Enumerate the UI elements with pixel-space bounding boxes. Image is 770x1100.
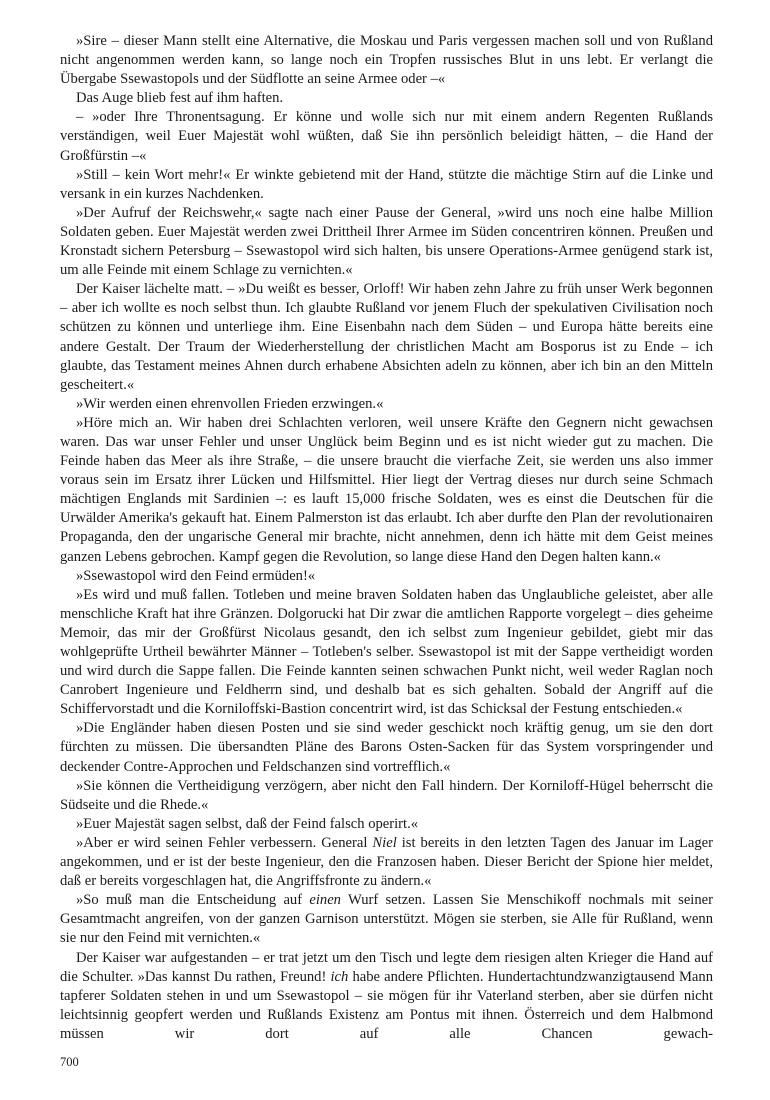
paragraph bbox=[60, 567, 713, 586]
text-run: »Still – kein Wort mehr!« Er winkte gebietend mit der Hand, stützte die mächtige Stirn auf die Linke und versank in ein kurzes Nachdenken. bbox=[60, 166, 713, 202]
paragraph bbox=[60, 32, 713, 89]
paragraph bbox=[60, 586, 713, 720]
text-run: »Wir werden einen ehrenvollen Frieden erzwingen.« bbox=[76, 395, 384, 412]
text-run: Der Kaiser lächelte matt. – »Du weißt es besser, Orloff! Wir haben zehn Jahre zu früh unser Werk begonnen – aber ich wollte es noch selbst thun. Ich glaubte Rußland vor jenem Fluch der spekulativen Civilisation noch schützen zu können und unterliege ihm. Eine Eisenbahn nach dem Süden – und Europa hätte bereits eine andere Gestalt. Der Traum der Wiederherstellung der christlichen Macht am Bosporus ist zu Ende – ich glaubte, das Testament meines Ahnen durch erhabene Absichten adeln zu können, aber ich bin an den Mitteln gescheitert.« bbox=[60, 281, 713, 393]
text-run: »Sire – dieser Mann stellt eine Alternative, die Moskau und Paris vergessen machen soll und von Rußland nicht angenommen werden kann, so lange noch ein Tropfen russisches Blut in uns lebt. Er verlangt die Übergabe Ssewastopols und der Südflotte an seine Armee oder –« bbox=[60, 33, 713, 88]
paragraph bbox=[60, 395, 713, 414]
text-run: »Höre mich an. Wir haben drei Schlachten verloren, weil unsere Kräfte den Gegnern nicht gewachsen waren. Das war unser Fehler und unser Unglück beim Beginn und es ist nicht wieder gut zu machen. Die Feinde haben das Meer als ihre Straße, – die unsere braucht die vierfache Zeit, sie werden uns also immer voraus sein im Ersatz ihrer Lücken und Hilfsmittel. Hier liegt der Vertrag dieses nur durch seine Schmach mächtigen Englands mit Sardinien –: es lauft 15,000 frische Soldaten, wes es einst die Deutschen für die Urwälder Amerika's gekauft hat. Einem Palmerston ist das erlaubt. Ich aber durfte den Plan der revolutionairen Propaganda, den der ungarische General mir brachte, nicht annehmen, denn ich hätte mit dem Geist meines ganzen Lebens gebrochen. Kampf gegen die Revolution, so lange diese Hand den Degen halten kann.« bbox=[60, 414, 713, 565]
emphasized-text: einen bbox=[309, 892, 341, 909]
text-run: – »oder Ihre Thronentsagung. Er könne und wolle sich nur mit einem andern Regenten Rußlands verständigen, weil Euer Majestät wohl wüßten, daß Sie ihn persönlich beleidigt hätten, – die Hand der Großfürstin –« bbox=[60, 109, 713, 164]
text-run: »Sie können die Vertheidigung verzögern, aber nicht den Fall hindern. Der Korniloff-Hügel beherrscht die Südseite und die Rhede.« bbox=[60, 777, 713, 813]
paragraph bbox=[60, 719, 713, 776]
paragraph bbox=[60, 949, 713, 1044]
text-run: ist bereits in den letzten Tagen des Januar im Lager angekommen, und er ist der beste Ingenieur, den die Franzosen haben. Dieser Bericht der Spione hier meldet, daß er bereits vorgeschlagen hat, die Angriffsfronte zu ändern.« bbox=[60, 834, 713, 890]
paragraph bbox=[60, 891, 713, 948]
paragraph bbox=[60, 166, 713, 204]
emphasized-text: Niel bbox=[372, 834, 397, 851]
text-run: Der Kaiser war aufgestanden – er trat jetzt um den Tisch und legte dem riesigen alten Krieger die Hand auf die Schulter. »Das kannst Du rathen, Freund! bbox=[60, 949, 713, 985]
paragraph bbox=[60, 108, 713, 165]
paragraph bbox=[60, 280, 713, 395]
paragraph bbox=[60, 414, 713, 567]
text-run: »Es wird und muß fallen. Totleben und meine braven Soldaten haben das Unglaubliche geleistet, aber alle menschliche Kraft hat ihre Gränzen. Dolgorucki hat Dir zwar die amtlichen Rapporte vorgelegt – dies geheime Memoir, das mir der Großfürst Nicolaus gesandt, den ich selbst zum Ingenieur gebildet, giebt mir das wohlgeprüfte Urtheil bewährter Männer – Totleben's selber. Ssewastopol ist mit der Sappe vertheidigt worden und wird durch die Sappe fallen. Die Feinde kannten seinen schwachen Punkt nicht, weil weder Raglan noch Canrobert Ingenieure und Feldherrn sind, und deshalb bat es sich gehalten. Sobald der Angriff auf die Schiffervorstadt und die Korniloffski-Bastion concentrirt wird, ist das Schicksal der Festung entschieden.« bbox=[60, 586, 713, 718]
text-run: Wurf setzen. Lassen Sie Menschikoff nochmals mit seiner Gesamtmacht angreifen, von der ganzen Garnison unterstützt. Mögen sie sterben, sie Alle für Rußland, wenn sie nur den Feind mit vernichten.« bbox=[60, 892, 713, 947]
paragraph bbox=[60, 834, 713, 891]
paragraph bbox=[60, 89, 713, 108]
paragraph bbox=[60, 815, 713, 834]
text-run: »Aber er wird seinen Fehler verbessern. General bbox=[76, 834, 373, 851]
page-number: 700 bbox=[60, 1055, 79, 1069]
text-run: »Der Aufruf der Reichswehr,« sagte nach einer Pause der General, »wird uns noch eine halbe Million Soldaten geben. Euer Majestät werden zwei Drittheil Ihrer Armee im Süden concentriren können. Preußen und Kronstadt sichern Petersburg – Ssewastopol wird sich halten, bis unsere Operations-Armee genügend stark ist, um alle Feinde mit einem Schlage zu vernichten.« bbox=[60, 204, 713, 279]
text-run: Das Auge blieb fest auf ihm haften. bbox=[76, 90, 284, 107]
text-run: »So muß man die Entscheidung auf bbox=[76, 892, 310, 909]
paragraph bbox=[60, 204, 713, 280]
text-run: »Die Engländer haben diesen Posten und sie sind weder geschickt noch kräftig genug, um sie den dort fürchten zu müssen. Die übersandten Pläne des Barons Osten-Sacken für das System vorspringender und deckender Contre-Approchen und Feldschanzen sind vortrefflich.« bbox=[60, 720, 713, 775]
page-text-block bbox=[60, 32, 713, 1044]
text-run: habe andere Pflichten. Hundertachtundzwanzigtausend Mann tapferer Soldaten stehen in und um Ssewastopol – sie mögen für ihr Vaterland sterben, aber sie dürfen nicht leichtsinnig geopfert werden und Rußlands Existenz am Pontus mit ihnen. Österreich und dem Halbmond müssen wir dort auf alle Chancen gewach- bbox=[60, 968, 713, 1042]
emphasized-text: ich bbox=[330, 968, 349, 985]
text-run: »Euer Majestät sagen selbst, daß der Feind falsch operirt.« bbox=[76, 815, 419, 832]
paragraph bbox=[60, 777, 713, 815]
text-run: »Ssewastopol wird den Feind ermüden!« bbox=[76, 567, 316, 584]
